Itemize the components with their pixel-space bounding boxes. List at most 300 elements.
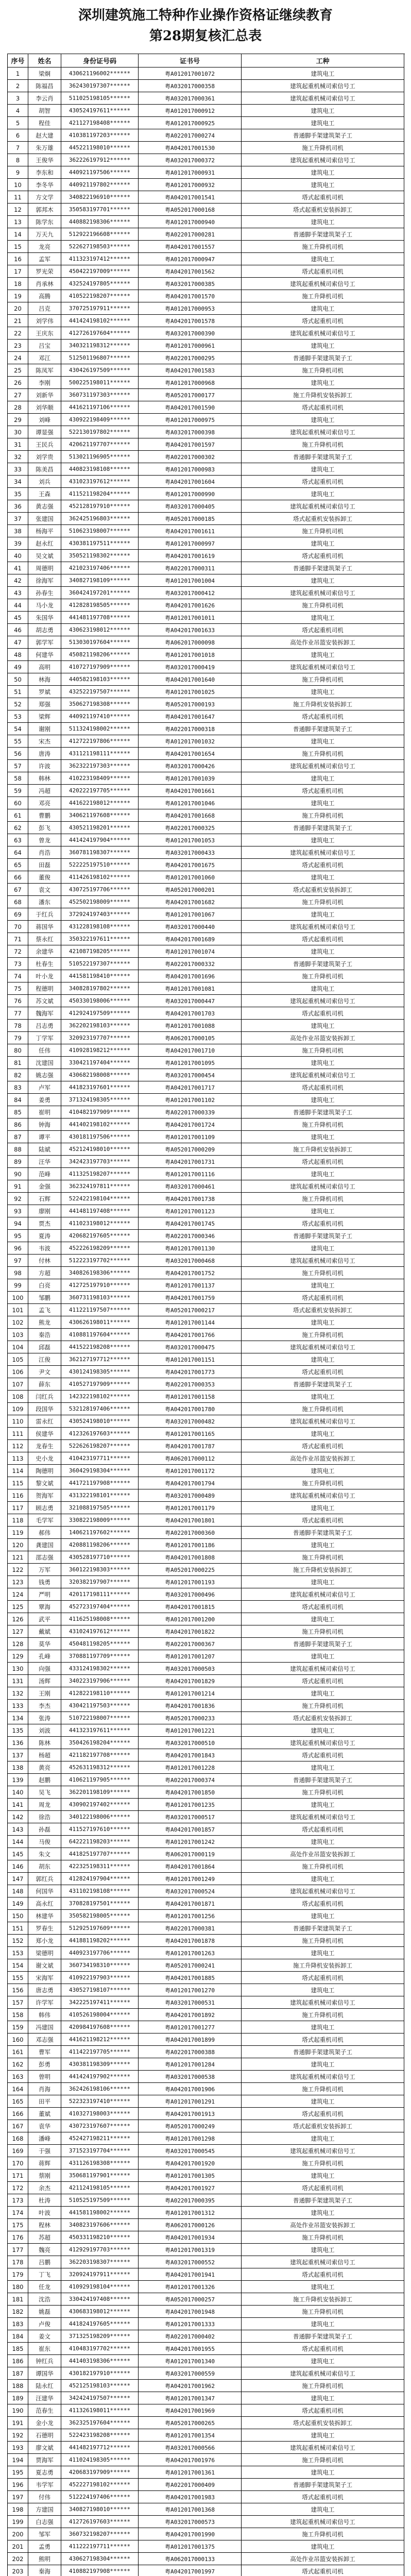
cell-name: 姜文 [28,2330,61,2343]
cell-certificate-number: 粤A032017000426 [139,760,242,772]
cell-id-number: 320382197907****** [61,1576,139,1588]
header-cell-id-number: 身份证号码 [61,54,139,67]
cell-name: 段国华 [28,1403,61,1415]
cell-name: 唐涛 [28,748,61,760]
cell-certificate-number: 粤A012017001207 [139,1650,242,1663]
cell-name: 谭国华 [28,2367,61,2380]
table-row [8,1168,405,1180]
cell-job-type: 塔式起重机司机 [242,401,404,414]
cell-index: 137 [8,1749,28,1761]
cell-name: 龙亮 [28,241,61,253]
table-row [8,859,405,871]
cell-job-type: 建筑起重机械司索信号工 [242,426,404,438]
cell-id-number: 513021196905****** [61,451,139,463]
cell-certificate-number: 粤A012017001109 [139,1131,242,1143]
cell-certificate-number: 粤A032017000538 [139,2071,242,2083]
cell-index: 13 [8,216,28,228]
cell-index: 29 [8,414,28,426]
cell-job-type: 建筑电工 [242,216,404,228]
table-row [8,364,405,377]
cell-certificate-number: 粤A052017000257 [139,2293,242,2306]
cell-name: 陈凤军 [28,364,61,377]
cell-name: 任伟 [28,1044,61,1057]
cell-name: 肖承林 [28,278,61,290]
cell-id-number: 430524198010****** [61,1415,139,1428]
cell-job-type: 普通脚手架建筑架子工 [242,1922,404,1935]
cell-name: 王庆东 [28,327,61,340]
cell-job-type: 建筑电工 [242,2095,404,2108]
table-row [8,698,405,710]
cell-index: 50 [8,673,28,686]
cell-index: 169 [8,2145,28,2157]
cell-id-number: 410423197711****** [61,1452,139,1465]
table-row [8,550,405,562]
cell-job-type: 建筑电工 [242,1242,404,1255]
cell-id-number: 513030197604****** [61,636,139,649]
cell-certificate-number: 粤A042017001703 [139,1007,242,1020]
table-row [8,1947,405,1959]
cell-id-number: 330822198009****** [61,1514,139,1527]
cell-id-number: 522323197410****** [61,2095,139,2108]
cell-job-type: 建筑电工 [242,1205,404,1217]
cell-name: 付林 [28,1255,61,1267]
cell-id-number: 340823197606****** [61,2219,139,2231]
cell-id-number: 431322198101****** [61,1489,139,1502]
cell-job-type: 施工升降机安装拆卸工 [242,2293,404,2306]
cell-name: 肖浩 [28,846,61,859]
table-row [8,2046,405,2058]
cell-certificate-number: 粤A042017001611 [139,525,242,537]
cell-certificate-number: 粤A022017000409 [139,2479,242,2491]
cell-id-number: 441622198012****** [61,797,139,809]
cell-certificate-number: 粤A032017000489 [139,1489,242,1502]
cell-name: 姜勇 [28,1094,61,1106]
cell-id-number: 441621197106****** [61,401,139,414]
cell-job-type: 塔式起重机安装拆卸工 [242,2120,404,2132]
cell-index: 154 [8,1959,28,1972]
cell-id-number: 522422198104****** [61,1193,139,1205]
cell-id-number: 370725197911****** [61,302,139,315]
cell-id-number: 441323197611****** [61,1724,139,1737]
cell-id-number: 441581198410****** [61,970,139,982]
cell-id-number: 370828197501****** [61,1897,139,1910]
header-cell-index: 序号 [8,54,28,67]
cell-id-number: 452631198312****** [61,1761,139,1774]
cell-index: 49 [8,661,28,673]
cell-certificate-number: 粤A032017000566 [139,2442,242,2454]
cell-id-number: 410727197909****** [61,661,139,673]
cell-index: 44 [8,599,28,612]
table-header-row [8,54,405,67]
table-row [8,302,405,315]
cell-id-number: 430181197506****** [61,1131,139,1143]
table-row [8,1205,405,1217]
cell-name: 莫华 [28,1638,61,1650]
cell-id-number: 430902197402****** [61,1799,139,1811]
cell-name: 梁炯 [28,67,61,80]
cell-certificate-number: 粤A042017001962 [139,2380,242,2392]
cell-certificate-number: 粤A012017001298 [139,2132,242,2145]
cell-name: 付伟 [28,2491,61,2503]
cell-index: 185 [8,2343,28,2355]
cell-id-number: 441581198002****** [61,2207,139,2219]
cell-job-type: 建筑电工 [242,2170,404,2182]
cell-id-number: 412726197603****** [61,2516,139,2528]
cell-id-number: 410929198104****** [61,2281,139,2293]
cell-job-type: 塔式起重机司机 [242,1292,404,1304]
cell-index: 148 [8,1885,28,1897]
cell-job-type: 建筑电工 [242,574,404,587]
cell-name: 董斌 [28,2108,61,2120]
cell-id-number: 450422197009****** [61,265,139,278]
table-row [8,117,405,129]
cell-index: 9 [8,166,28,179]
cell-id-number: 411426198102****** [61,871,139,884]
cell-job-type: 施工升降机司机 [242,1935,404,1947]
cell-certificate-number: 粤A042017001541 [139,191,242,204]
cell-name: 贺海军 [28,1489,61,1502]
cell-name: 刘波 [28,1724,61,1737]
cell-id-number: 350521198302****** [61,550,139,562]
table-row [8,2108,405,2120]
cell-id-number: 360732198207****** [61,2528,139,2540]
cell-job-type: 施工升降机司机 [242,970,404,982]
table-row [8,2380,405,2392]
cell-name: 胡智 [28,105,61,117]
cell-job-type: 塔式起重机司机 [242,1081,404,1094]
cell-name: 高明 [28,661,61,673]
cell-name: 孔峰 [28,1650,61,1663]
cell-id-number: 410621197905****** [61,1774,139,1786]
cell-job-type: 施工升降机安装拆卸工 [242,1959,404,1972]
cell-name: 万天九 [28,228,61,241]
cell-name: 石德明 [28,2429,61,2442]
cell-index: 144 [8,1836,28,1848]
cell-job-type: 普通脚手架建筑架子工 [242,352,404,364]
cell-name: 李冬华 [28,179,61,191]
cell-index: 184 [8,2330,28,2343]
cell-job-type: 施工升降机司机 [242,241,404,253]
table-row [8,612,405,624]
table-row [8,2454,405,2466]
cell-index: 181 [8,2293,28,2306]
cell-name: 闫红兵 [28,1391,61,1403]
cell-name: 陈美昌 [28,463,61,476]
cell-certificate-number: 粤A042017001969 [139,2404,242,2417]
cell-name: 魏亮 [28,2244,61,2256]
table-row [8,686,405,698]
cell-certificate-number: 粤A012017001179 [139,1502,242,1514]
cell-job-type: 普通脚手架建筑架子工 [242,1638,404,1650]
cell-name: 丁学军 [28,1032,61,1044]
cell-index: 36 [8,500,28,513]
cell-job-type: 建筑电工 [242,982,404,995]
table-row [8,327,405,340]
cell-job-type: 建筑起重机械司索信号工 [242,846,404,859]
cell-id-number: 510525197509****** [61,2194,139,2207]
cell-job-type: 建筑电工 [242,105,404,117]
cell-certificate-number: 粤A012017001235 [139,1799,242,1811]
table-row [8,1403,405,1415]
cell-index: 151 [8,1922,28,1935]
cell-name: 汤辉 [28,1675,61,1687]
cell-index: 131 [8,1675,28,1687]
table-row [8,2355,405,2367]
table-row [8,253,405,265]
table-row [8,970,405,982]
cell-id-number: 340321198312****** [61,340,139,352]
cell-name: 龙春生 [28,1440,61,1452]
cell-name: 彭飞 [28,822,61,834]
cell-id-number: 350322197611****** [61,933,139,945]
cell-id-number: 430623198012****** [61,624,139,636]
table-row [8,1823,405,1836]
cell-name: 杨超 [28,1749,61,1761]
table-row [8,1477,405,1489]
cell-id-number: 362430197307****** [61,80,139,92]
cell-certificate-number: 粤A022017000395 [139,2194,242,2207]
cell-name: 任龙 [28,2281,61,2293]
cell-job-type: 施工升降机安装拆卸工 [242,389,404,401]
cell-job-type: 建筑起重机械司索信号工 [242,500,404,513]
table-row [8,1749,405,1761]
table-row [8,2182,405,2194]
cell-job-type: 建筑起重机械司索信号工 [242,1180,404,1193]
cell-id-number: 340223197906****** [61,1675,139,1687]
cell-id-number: 340122198006****** [61,1811,139,1823]
cell-index: 27 [8,389,28,401]
table-row [8,1848,405,1860]
cell-index: 14 [8,228,28,241]
cell-id-number: 431228198108****** [61,921,139,933]
table-row [8,179,405,191]
cell-name: 蒋国华 [28,921,61,933]
cell-job-type: 施工升降机司机 [242,2454,404,2466]
cell-certificate-number: 粤A012017001060 [139,871,242,884]
cell-job-type: 塔式起重机安装拆卸工 [242,204,404,216]
cell-id-number: 421087198205****** [61,945,139,958]
cell-index: 39 [8,537,28,550]
table-row [8,2157,405,2170]
cell-certificate-number: 粤A022017000353 [139,1378,242,1391]
cell-index: 32 [8,451,28,463]
cell-certificate-number: 粤A032017000559 [139,2367,242,2380]
cell-index: 147 [8,1873,28,1885]
cell-index: 30 [8,426,28,438]
cell-certificate-number: 粤A012017001074 [139,945,242,958]
table-row [8,995,405,1007]
cell-id-number: 441482197712****** [61,2442,139,2454]
cell-name: 宋杰 [28,735,61,748]
cell-name: 邓亮 [28,797,61,809]
table-row [8,204,405,216]
cell-id-number: 411422197705****** [61,2046,139,2058]
cell-job-type: 建筑电工 [242,2244,404,2256]
cell-id-number: 411326198011****** [61,2404,139,2417]
cell-id-number: 450330198006****** [61,995,139,1007]
table-row [8,748,405,760]
cell-id-number: 430527198107****** [61,1984,139,1996]
cell-id-number: 431024197612****** [61,1625,139,1638]
cell-index: 52 [8,698,28,710]
cell-job-type: 建筑电工 [242,463,404,476]
cell-certificate-number: 粤A012017000947 [139,253,242,265]
cell-index: 46 [8,624,28,636]
cell-certificate-number: 粤A042017001590 [139,401,242,414]
cell-index: 12 [8,204,28,216]
table-row [8,1304,405,1316]
cell-name: 邱磊 [28,1341,61,1353]
cell-certificate-number: 粤A012017001249 [139,1873,242,1885]
cell-certificate-number: 粤A042017001829 [139,1675,242,1687]
cell-name: 赵鹏 [28,1774,61,1786]
table-row [8,797,405,809]
cell-index: 103 [8,1329,28,1341]
cell-id-number: 360429198304****** [61,1465,139,1477]
cell-certificate-number: 粤A012017001081 [139,982,242,995]
cell-name: 郭学军 [28,636,61,649]
cell-id-number: 422325198311****** [61,1860,139,1873]
cell-certificate-number: 粤A032017000372 [139,154,242,166]
cell-name: 薛东 [28,1378,61,1391]
cell-job-type: 塔式起重机司机 [242,1156,404,1168]
cell-certificate-number: 粤A022017000281 [139,228,242,241]
cell-index: 134 [8,1712,28,1724]
cell-job-type: 塔式起重机司机 [242,550,404,562]
cell-name: 刘学伟 [28,315,61,327]
cell-index: 196 [8,2479,28,2491]
cell-job-type: 施工升降机司机 [242,2380,404,2392]
cell-name: 孙磊 [28,1823,61,1836]
cell-certificate-number: 粤A032017000517 [139,1811,242,1823]
cell-certificate-number: 粤A032017000573 [139,2516,242,2528]
table-row [8,945,405,958]
cell-name: 曾明 [28,2071,61,2083]
cell-certificate-number: 粤A032017000433 [139,846,242,859]
cell-id-number: 511324198002****** [61,723,139,735]
table-row [8,438,405,451]
cell-job-type: 施工升降机司机 [242,2083,404,2095]
title-line-2: 第28期复核汇总表 [149,28,262,44]
cell-name: 姚志强 [28,1069,61,1081]
cell-job-type: 塔式起重机司机 [242,1440,404,1452]
cell-job-type: 施工升降机司机 [242,1118,404,1131]
cell-index: 25 [8,364,28,377]
cell-job-type: 塔式起重机司机 [242,859,404,871]
cell-name: 邵志强 [28,1551,61,1564]
cell-index: 186 [8,2355,28,2367]
cell-index: 6 [8,129,28,142]
cell-id-number: 340826198306****** [61,1267,139,1279]
cell-name: 于强 [28,2145,61,2157]
cell-certificate-number: 粤A022017000388 [139,2046,242,2058]
cell-id-number: 412822198110****** [61,1687,139,1700]
cell-id-number: 430182197910****** [61,2367,139,2380]
cell-job-type: 施工升降机司机 [242,2009,404,2021]
cell-name: 冯超 [28,785,61,797]
cell-id-number: 410482197909****** [61,1106,139,1118]
cell-certificate-number: 粤A042017001647 [139,710,242,723]
cell-job-type: 普通脚手架建筑架子工 [242,1106,404,1118]
cell-id-number: 320924197911****** [61,2268,139,2281]
cell-id-number: 441481197708****** [61,612,139,624]
cell-index: 118 [8,1514,28,1527]
cell-name: 贾海军 [28,2454,61,2466]
cell-index: 88 [8,1143,28,1156]
cell-job-type: 建筑电工 [242,253,404,265]
cell-index: 203 [8,2565,28,2576]
cell-certificate-number: 粤A042017001597 [139,438,242,451]
cell-id-number: 420222197705****** [61,785,139,797]
table-row [8,2194,405,2207]
table-row [8,1935,405,1947]
cell-certificate-number: 粤A012017001214 [139,1687,242,1700]
table-row [8,1106,405,1118]
cell-job-type: 塔式起重机司机 [242,1601,404,1613]
document-title [0,0,411,54]
cell-name: 曹鹏 [28,809,61,822]
cell-index: 99 [8,1279,28,1292]
cell-name: 黄志强 [28,500,61,513]
cell-certificate-number: 粤A052017000209 [139,1143,242,1156]
table-row [8,1514,405,1527]
cell-job-type: 塔式起重机司机 [242,2182,404,2194]
cell-job-type: 建筑起重机械司索信号工 [242,327,404,340]
cell-index: 187 [8,2367,28,2380]
cell-job-type: 建筑电工 [242,2021,404,2033]
cell-certificate-number: 粤A042017001619 [139,550,242,562]
cell-index: 64 [8,846,28,859]
cell-index: 78 [8,1020,28,1032]
table-row [8,1428,405,1440]
cell-id-number: 362127197712****** [61,1353,139,1366]
cell-id-number: 642221198203****** [61,1836,139,1848]
table-row [8,908,405,921]
cell-index: 166 [8,2108,28,2120]
cell-name: 陈学东 [28,216,61,228]
cell-index: 60 [8,797,28,809]
cell-name: 钟红兵 [28,2355,61,2367]
cell-certificate-number: 粤A012017000931 [139,166,242,179]
table-row [8,1663,405,1675]
cell-certificate-number: 粤A042017001941 [139,2268,242,2281]
cell-job-type: 建筑起重机械司索信号工 [242,1811,404,1823]
cell-name: 杨海平 [28,525,61,537]
table-row [8,92,405,105]
cell-index: 130 [8,1663,28,1675]
cell-id-number: 411325198207****** [61,1168,139,1180]
cell-certificate-number: 粤A042017001682 [139,896,242,908]
table-row [8,2009,405,2021]
cell-job-type: 塔式起重机司机 [242,785,404,797]
table-row [8,1774,405,1786]
cell-certificate-number: 粤A062017000119 [139,1848,242,1860]
cell-index: 3 [8,92,28,105]
cell-index: 107 [8,1378,28,1391]
cell-id-number: 362325197604****** [61,2417,139,2429]
table-row [8,1922,405,1935]
cell-job-type: 塔式起重机安装拆卸工 [242,513,404,525]
cell-id-number: 500225198011****** [61,377,139,389]
table-row [8,1996,405,2009]
cell-job-type: 建筑电工 [242,2540,404,2553]
table-row [8,2231,405,2244]
cell-id-number: 411221197507****** [61,1304,139,1316]
cell-name: 沈浩 [28,2293,61,2306]
cell-index: 68 [8,896,28,908]
cell-certificate-number: 粤A012017000997 [139,537,242,550]
cell-id-number: 412722197806****** [61,735,139,748]
